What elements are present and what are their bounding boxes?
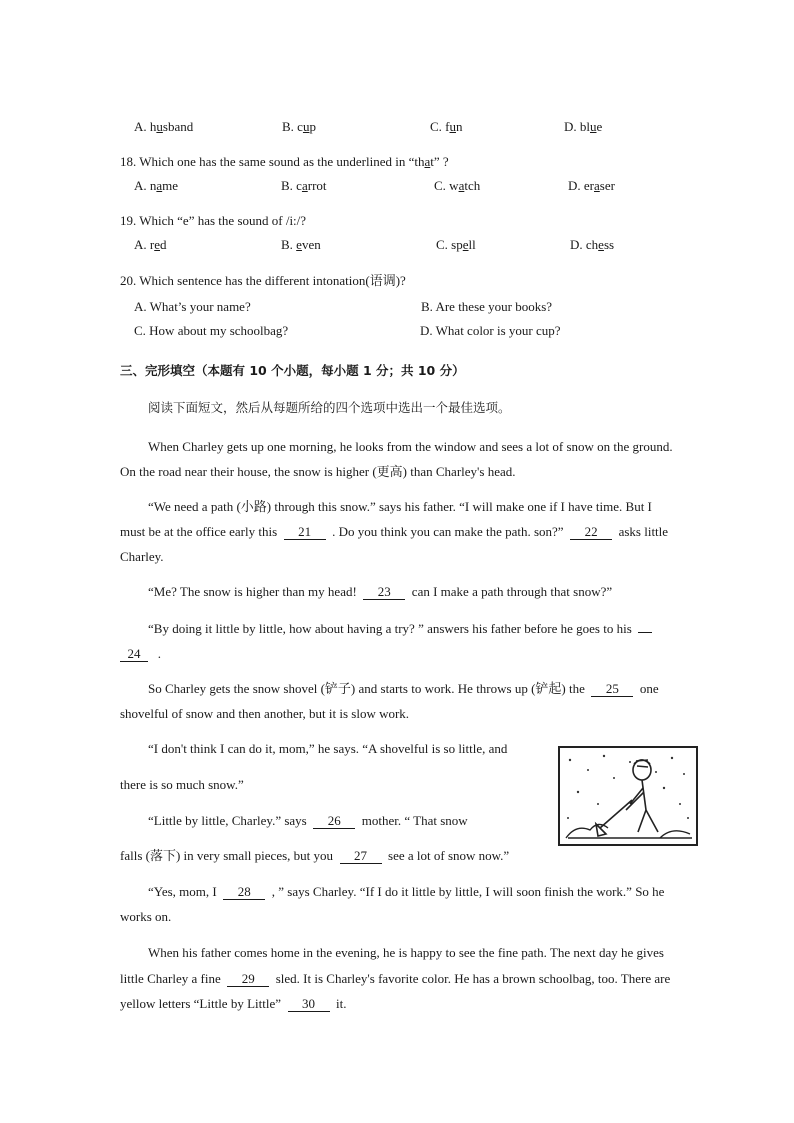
passage-p8-line2: works on.	[120, 909, 172, 924]
passage-p1-line2: On the road near their house, the snow is higher (更高) than Charley's head.	[120, 464, 516, 479]
shovel-picture-icon	[560, 748, 696, 844]
q17-option-b: B. cup	[282, 119, 316, 134]
passage-p4-line1: “By doing it little by little, how about having a try? ” answers his father before he goes to his	[148, 621, 652, 637]
q20-option-d: D. What color is your cup?	[420, 323, 561, 338]
blank-23[interactable]: 23	[363, 585, 405, 600]
passage-p9-line3: yellow letters “Little by Little” 30 it.	[120, 996, 347, 1011]
q17-option-a: A. husband	[134, 119, 194, 134]
blank-21[interactable]: 21	[284, 525, 326, 540]
section3-instruction: 阅读下面短文，然后从每题所给的四个选项中选出一个最佳选项。	[148, 400, 511, 415]
passage-p7-line2: falls (落下) in very small pieces, but you 27 see a lot of snow now.”	[120, 848, 510, 863]
boy-shoveling-snow-illustration	[558, 746, 698, 846]
blank-26[interactable]: 26	[313, 814, 355, 829]
passage-p5-line1: So Charley gets the snow shovel (铲子) and starts to work. He throws up (铲起) the 25 one	[148, 681, 659, 696]
q18-option-d: D. eraser	[568, 178, 615, 193]
boy-figure	[596, 760, 658, 836]
blank-30[interactable]: 30	[288, 997, 330, 1012]
passage-p3: “Me? The snow is higher than my head! 23 can I make a path through that snow?”	[148, 584, 613, 599]
blank-25[interactable]: 25	[591, 682, 633, 697]
q19-option-c: C. spell	[436, 237, 476, 252]
section3-title: 三、完形填空（本题有 10 个小题，每小题 1 分；共 10 分）	[120, 363, 465, 378]
snowflakes	[567, 755, 689, 819]
blank-27[interactable]: 27	[340, 849, 382, 864]
q19-stem: 19. Which “e” has the sound of /i:/?	[120, 213, 307, 228]
snow-pile	[566, 824, 692, 838]
passage-p6-line2: there is so much snow.”	[120, 777, 244, 792]
passage-p8-line1: “Yes, mom, I 28 , ” says Charley. “If I do it little by little, I will soon finish the work.” So he	[148, 884, 665, 899]
passage-p9-line1: When his father comes home in the evening, he is happy to see the fine path. The next day he gives	[148, 945, 664, 960]
passage-p5-line2: shovelful of snow and then another, but it is slow work.	[120, 706, 410, 721]
q20-option-c: C. How about my schoolbag?	[134, 323, 289, 338]
q18-option-c: C. watch	[434, 178, 481, 193]
passage-p2-line2: must be at the office early this 21 . Do you think you can make the path. son?” 22 asks little	[120, 524, 669, 539]
blank-22[interactable]: 22	[570, 525, 612, 540]
passage-p6-line1: “I don't think I can do it, mom,” he says. “A shovelful is so little, and	[148, 741, 508, 756]
blank-29[interactable]: 29	[227, 972, 269, 987]
passage-p4-line2: 24 .	[120, 646, 161, 662]
passage-p1-line1: When Charley gets up one morning, he looks from the window and sees a lot of snow on the ground.	[148, 439, 673, 454]
blank-24[interactable]: 24	[120, 647, 148, 662]
q19-option-b: B. even	[281, 237, 321, 252]
blank-24-start	[638, 632, 652, 633]
q17-option-c: C. fun	[430, 119, 463, 134]
q18-option-a: A. name	[134, 178, 179, 193]
q19-option-a: A. red	[134, 237, 167, 252]
passage-p9-line2: little Charley a fine 29 sled. It is Charley's favorite color. He has a brown schoolbag, too. There are	[120, 971, 671, 986]
passage-p7-line1: “Little by little, Charley.” says 26 mother. “ That snow	[148, 813, 468, 828]
q18-option-b: B. carrot	[281, 178, 327, 193]
q20-option-a: A. What’s your name?	[134, 299, 251, 314]
q19-option-d: D. chess	[570, 237, 615, 252]
q20-stem: 20. Which sentence has the different intonation(语调)?	[120, 273, 406, 288]
passage-p2-line1: “We need a path (小路) through this snow.” says his father. “I will make one if I have time. But I	[148, 499, 652, 514]
blank-28[interactable]: 28	[223, 885, 265, 900]
q20-option-b: B. Are these your books?	[421, 299, 553, 314]
q18-stem: 18. Which one has the same sound as the underlined in “that” ?	[120, 154, 449, 169]
q17-option-d: D. blue	[564, 119, 603, 134]
passage-p2-line3: Charley.	[120, 549, 164, 564]
